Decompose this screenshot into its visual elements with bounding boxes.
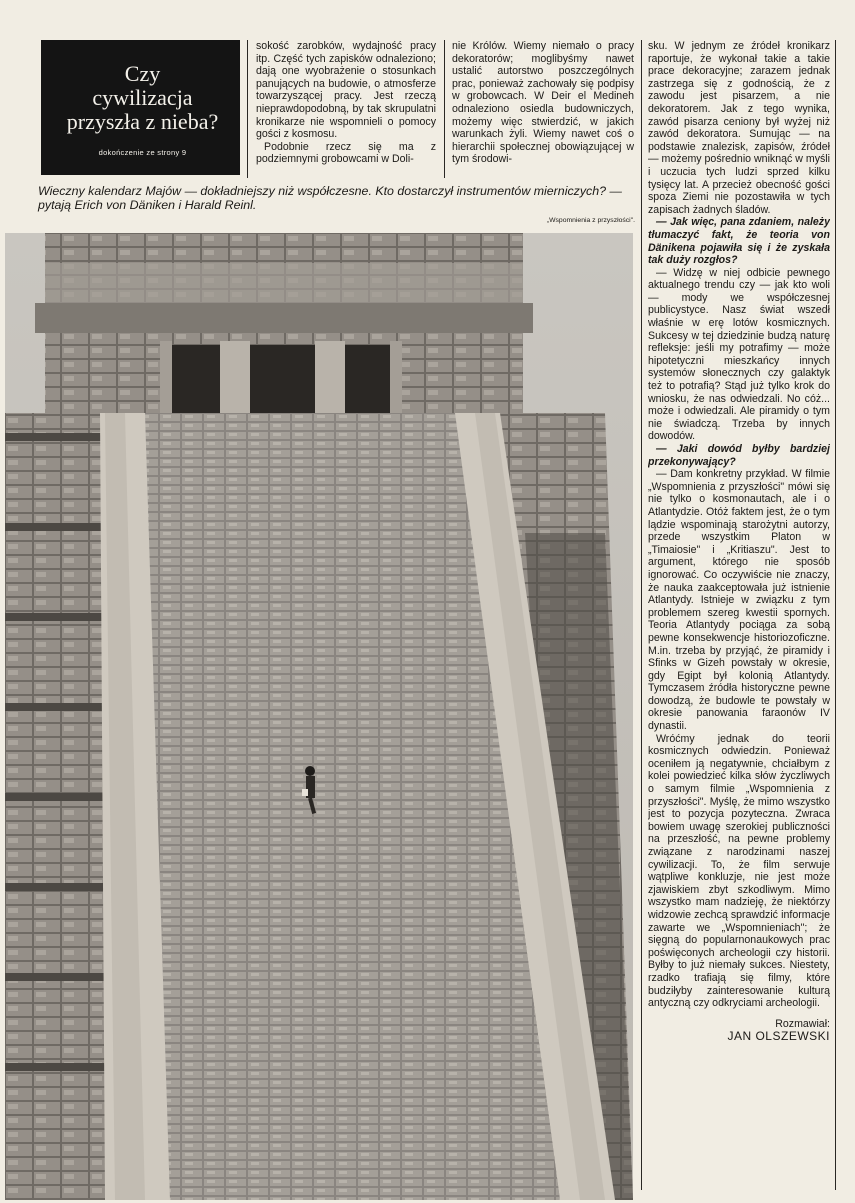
text-column-3 bbox=[648, 40, 830, 1190]
paragraph: sokość zarobków, wydajność pracy itp. Część tych zapisków odnaleziono; dają one wyobrażenie o stosunkach panujących na budowie, o atmosferze towarzyszącej pracy. Jest rzeczą nieprawdopodobną, by tak skrupulatni kronikarze nie wspomnieli o pomocy gości z kosmosu. bbox=[256, 40, 436, 141]
paragraph: — Dam konkretny przykład. W filmie „Wspomnienia z przyszłości" mówi się nie tylko o kosmonautach, ale i o Atlantydzie. Otóż faktem jest, że o tym lądzie wspominają starożytni autorzy, przede wszystkim Platon w „Timaiosie" i „Kritiaszu". Jest to argument, którego nie sposób ignorować. Co oczywiście nie znaczy, że nauka zaakceptowała już istnienie Atlantydy. Istnieje w związku z tym problemem szereg kwestii spornych. Teoria Atlantydy pociąga za sobą pewne konsekwencje historiozoficzne. M.in. trzeba by przyjąć, że piramidy i Sfinks w Gizeh powstały w okresie, gdy Egipt był kolonią Atlantydy. Tymczasem źródła historyczne pewne dowodzą, że budowle te powstały w okresie panowania faraonów IV dynastii. bbox=[648, 468, 830, 733]
column-divider-3 bbox=[641, 40, 642, 1190]
photo-credit: „Wspomnienia z przyszłości". bbox=[546, 217, 635, 224]
photo-caption: Wieczny kalendarz Majów — dokładniejszy niż współczesne. Kto dostarczył instrumentów mierniczych? — pytają Erich von Däniken i Harald Reinl. bbox=[38, 184, 622, 212]
paragraph: sku. W jednym ze źródeł kronikarz raportuje, że wykonał takie a takie prace dekoracyjne; zarazem jednak zastrzega się z godnością, że z zawodu jest pisarzem, a nie dekoratorem. Jak z tego wynika, zawód pisarza ceniony był wyżej niż zawód dekoratora. Sumując — na podstawie znalezisk, zapisów, źródeł — możemy pośrednio wniknąć w myśli i uczucia tych ludzi sprzed kilku tysięcy lat. A przecież obecność gości spoza Ziemi nie pozostawiła w tych zapisach żadnych śladów. bbox=[648, 40, 830, 216]
column-divider-right bbox=[835, 40, 836, 1190]
paragraph: Wróćmy jednak do teorii kosmicznych odwiedzin. Ponieważ oceniłem ją negatywnie, chciałbym z kolei powiedzieć kilka słów życzliwych o samym filmie „Wspomnienia z przyszłości". Myślę, że mimo wszystko jest to pozycja pozyteczna. Zwraca bowiem uwagę szerokiej publiczności na przeszłość, na pewne problemy związane z narodzinami naszej cywilizacji. To, że film serwuje wątpliwe konkluzje, nie jest może zjawiskiem zbyt szkodliwym. Mimo wszystko mam nadzieję, że niektórzy widzowie zechcą sprawdzić informacje zawarte we „Wspomnieniach"; że sięgną do popularnonaukowych prac poświęconych archeologii czy historii. Byłby to już niemały sukces. Niestety, rzadko trafiają się filmy, które budziłyby zainteresowanie kulturą antyczną czy odkryciami archeologii. bbox=[648, 732, 830, 1010]
interview-question: — Jak więc, pana zdaniem, należy tłumaczyć fakt, że teoria von Dänikena pojawiła się i że zyskała tak duży rozgłos? bbox=[648, 216, 830, 267]
column-divider-2 bbox=[444, 40, 445, 178]
signature-name: JAN OLSZEWSKI bbox=[727, 1029, 830, 1044]
text-column-2 bbox=[452, 40, 634, 180]
column-divider-1 bbox=[247, 40, 248, 178]
paragraph: — Widzę w niej odbicie pewnego aktualnego trendu czy — jak kto woli — mody we współczesnej publicystyce. Nasz świat wszedł właśnie w erę lotów kosmicznych. Sukcesy w tej dziedzinie budzą naturę refleksje: jeśli my potrafimy — może hipotetyczni mieszkańcy innych systemów słonecznych czy galaktyk też to potrafią? Stąd już tylko krok do wniosku, że nas odwiedzali. No cóż... może i odwiedzali. Ale piramidy o tym nie świadczą. Trzeba by innych dowodów. bbox=[648, 266, 830, 443]
title-box bbox=[41, 40, 240, 175]
signature-label: Rozmawiał: bbox=[775, 1017, 830, 1030]
text-column-1 bbox=[256, 40, 436, 180]
interview-question: — Jaki dowód byłby bardziej przekonywający? bbox=[648, 443, 830, 468]
continued-note: dokończenie ze strony 9 bbox=[98, 148, 187, 157]
pyramid-photo bbox=[5, 233, 633, 1200]
paragraph: Podobnie rzecz się ma z podziemnymi grobowcami w Doli- bbox=[256, 140, 436, 166]
article-title: Czy cywilizacja przyszła z nieba? bbox=[66, 61, 219, 134]
paragraph: nie Królów. Wiemy niemało o pracy dekoratorów; moglibyśmy nawet ustalić autorstwo poszczególnych prac, ponieważ zachowały się podpisy w grobowcach. W Deir el Medineh odnaleziono osiedla budowniczych, możemy więc stwierdzić, w jakich warunkach żyli. Wiemy nawet coś o hierarchii społecznej obowiązującej w tym środowi- bbox=[452, 40, 634, 166]
